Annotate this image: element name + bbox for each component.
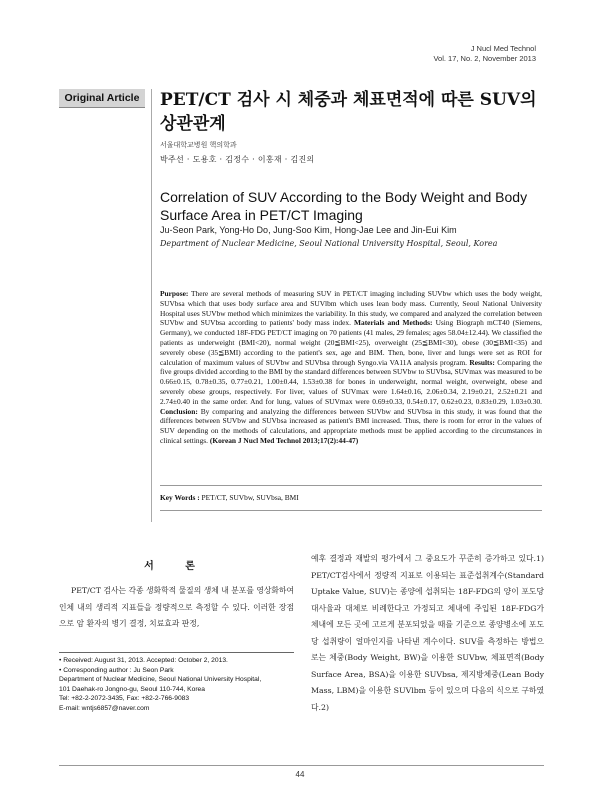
journal-header [433, 44, 536, 64]
abstract [160, 289, 542, 446]
results-label: Results: [469, 357, 495, 367]
citation: (Korean J Nucl Med Technol 2013;17(2):44-47) [209, 435, 359, 445]
article-type-underline [59, 107, 145, 108]
korean-title-line1: PET/CT 검사 시 체중과 체표면적에 따른 SUV의 [160, 90, 537, 110]
article-type-label: Original Article [59, 89, 145, 107]
keywords-bottom-rule [160, 510, 542, 511]
footnote-tel: Tel: +82-2-2072-3435, Fax: +82-2-766-9083 [59, 695, 190, 703]
korean-title [160, 88, 550, 136]
page-number: 44 [295, 770, 305, 779]
section-heading-introduction: 서 론 [144, 561, 209, 572]
journal-name: J Nucl Med Technol [470, 44, 536, 53]
intro-left-column: PET/CT 검사는 각종 생화학적 물질의 생체 내 분포를 영상화하여 인체 내의 생리적 지표들을 정량적으로 측정할 수 있다. 이러한 장점으로 암 환자의 병기 결정, 치료효과 판정, [59, 586, 294, 628]
conclusion-label: Conclusion: [160, 406, 198, 416]
korean-affiliation: 서울대학교병원 핵의학과 [160, 141, 237, 149]
results-text: Comparing the five groups divided according to the BMI by the standard differences between SUVbw to SUVbsa, SUVmax was measured to be 0.66±0.15, 0.78±0.35, 0.77±0.21, 1.00±0.44, 1.53±0.38 for bones in underweight, normal weight, overweight, obese and severely obese groups, respectively. For liver, values of SUVmax were 1.64±0.16, 2.06±0.34, 2.19±0.21, 2.52±0.21 and 2.74±0.40 in the same order. And for lung, values of SUVmax were 0.69±0.33, 0.54±0.17, 0.62±0.23, 0.83±0.29, 1.03±0.30. [160, 357, 543, 406]
english-department: Department of Nuclear Medicine, Seoul National University Hospital, Seoul, Korea [160, 239, 498, 248]
page-bottom-rule [59, 765, 544, 766]
footnote-rule [59, 652, 294, 653]
title-divider-line [151, 89, 152, 522]
purpose-label: Purpose: [160, 289, 189, 298]
keywords [160, 493, 299, 502]
intro-right-column: 예후 결정과 재발의 평가에서 그 중요도가 꾸준히 증가하고 있다.1) PET/CT검사에서 정량적 지표로 이용되는 표준섭취계수(Standard Uptake Value, SUV)는 종양에 섭취되는 18F-FDG의 양이 포도당 대사율과 대체로 비례한다고 가정되고 체내에 주입된 18F-FDG가 체내에 모든 곳에 고르게 분포되었을 때를 기준으로 종양병소에 포도당 섭취량이 얼마인지를 나타낸 계수이다. SUV를 측정하는 방법으로는 체중(Body Weight, BW)을 이용한 SUVbw, 체표면적(Body Surface Area, BSA)을 이용한 SUVbsa, 제지방체중(Lean Body Mass, LBM)을 이용한 SUVlbm 등이 있으며 다음의 식으로 구하였다.2) [311, 554, 544, 712]
methods-text: Using Biograph mCT40 (Siemens, Germany), we conducted 18F-FDG PET/CT imaging on 70 patients (41 males, 29 females; ages 58.04±12.44). We classified the patients as underweight (BMI<20), normal weight (20≦BMI<25), overweight (25≦BMI<30), obese (30≦BMI<35) and severely obese (35≦BMI) according to the patient's sex, age and BIM. Then, bone, liver and lungs were set as ROI for calculation of maximum values of SUVbw and SUVbsa through Syngo.via VA11A analysis program. [160, 318, 542, 367]
conclusion-text: By comparing and analyzing the differences between SUVbw and SUVbsa in this study, it was found that the differences between SUVbw and SUVbsa increased as patient's BMI increased. Thus, there is room for error in the values of SUV depending on the methods of calculations, and appropriate methods must be applied according to the circumstances in clinical settings. [160, 406, 542, 445]
keywords-top-rule [160, 485, 542, 486]
korean-title-line2: 상관관계 [160, 114, 226, 134]
footnote-dept: Department of Nuclear Medicine, Seoul National University Hospital, [59, 676, 262, 684]
footnote-address: 101 Daehak-ro Jongno-gu, Seoul 110-744, Korea [59, 685, 205, 693]
english-authors: Ju-Seon Park, Yong-Ho Do, Jung-Soo Kim, Hong-Jae Lee and Jin-Eui Kim [160, 225, 457, 235]
footnote-received: • Received: August 31, 2013. Accepted: October 2, 2013. [59, 657, 228, 664]
korean-authors: 박주선 · 도용호 · 김정수 · 이홍재 · 김진의 [160, 155, 315, 164]
methods-label: Materials and Methods: [354, 318, 433, 328]
footnote-corresponding: • Corresponding author : Ju Seon Park [59, 666, 174, 674]
purpose-text: There are several methods of measuring SUV in PET/CT imaging including SUVbw which uses the body weight, SUVbsa which that uses body surface area and SUVlbm which uses lean body mass. Currently, Seoul National University Hospital uses SUVbw method which minimizes the variability. In this study, we compared and analyzed the correlation between SUVbw and SUVbsa according to patients' body mass index. [160, 289, 542, 328]
journal-volume: Vol. 17, No. 2, November 2013 [433, 54, 536, 63]
footnote [59, 656, 299, 714]
english-title: Correlation of SUV According to the Body Weight and Body Surface Area in PET/CT Imaging [160, 189, 528, 223]
keywords-label: Key Words : [160, 493, 200, 502]
keywords-text: PET/CT, SUVbw, SUVbsa, BMI [199, 493, 299, 502]
footnote-email: E-mail: wntjs6857@naver.com [59, 704, 150, 712]
